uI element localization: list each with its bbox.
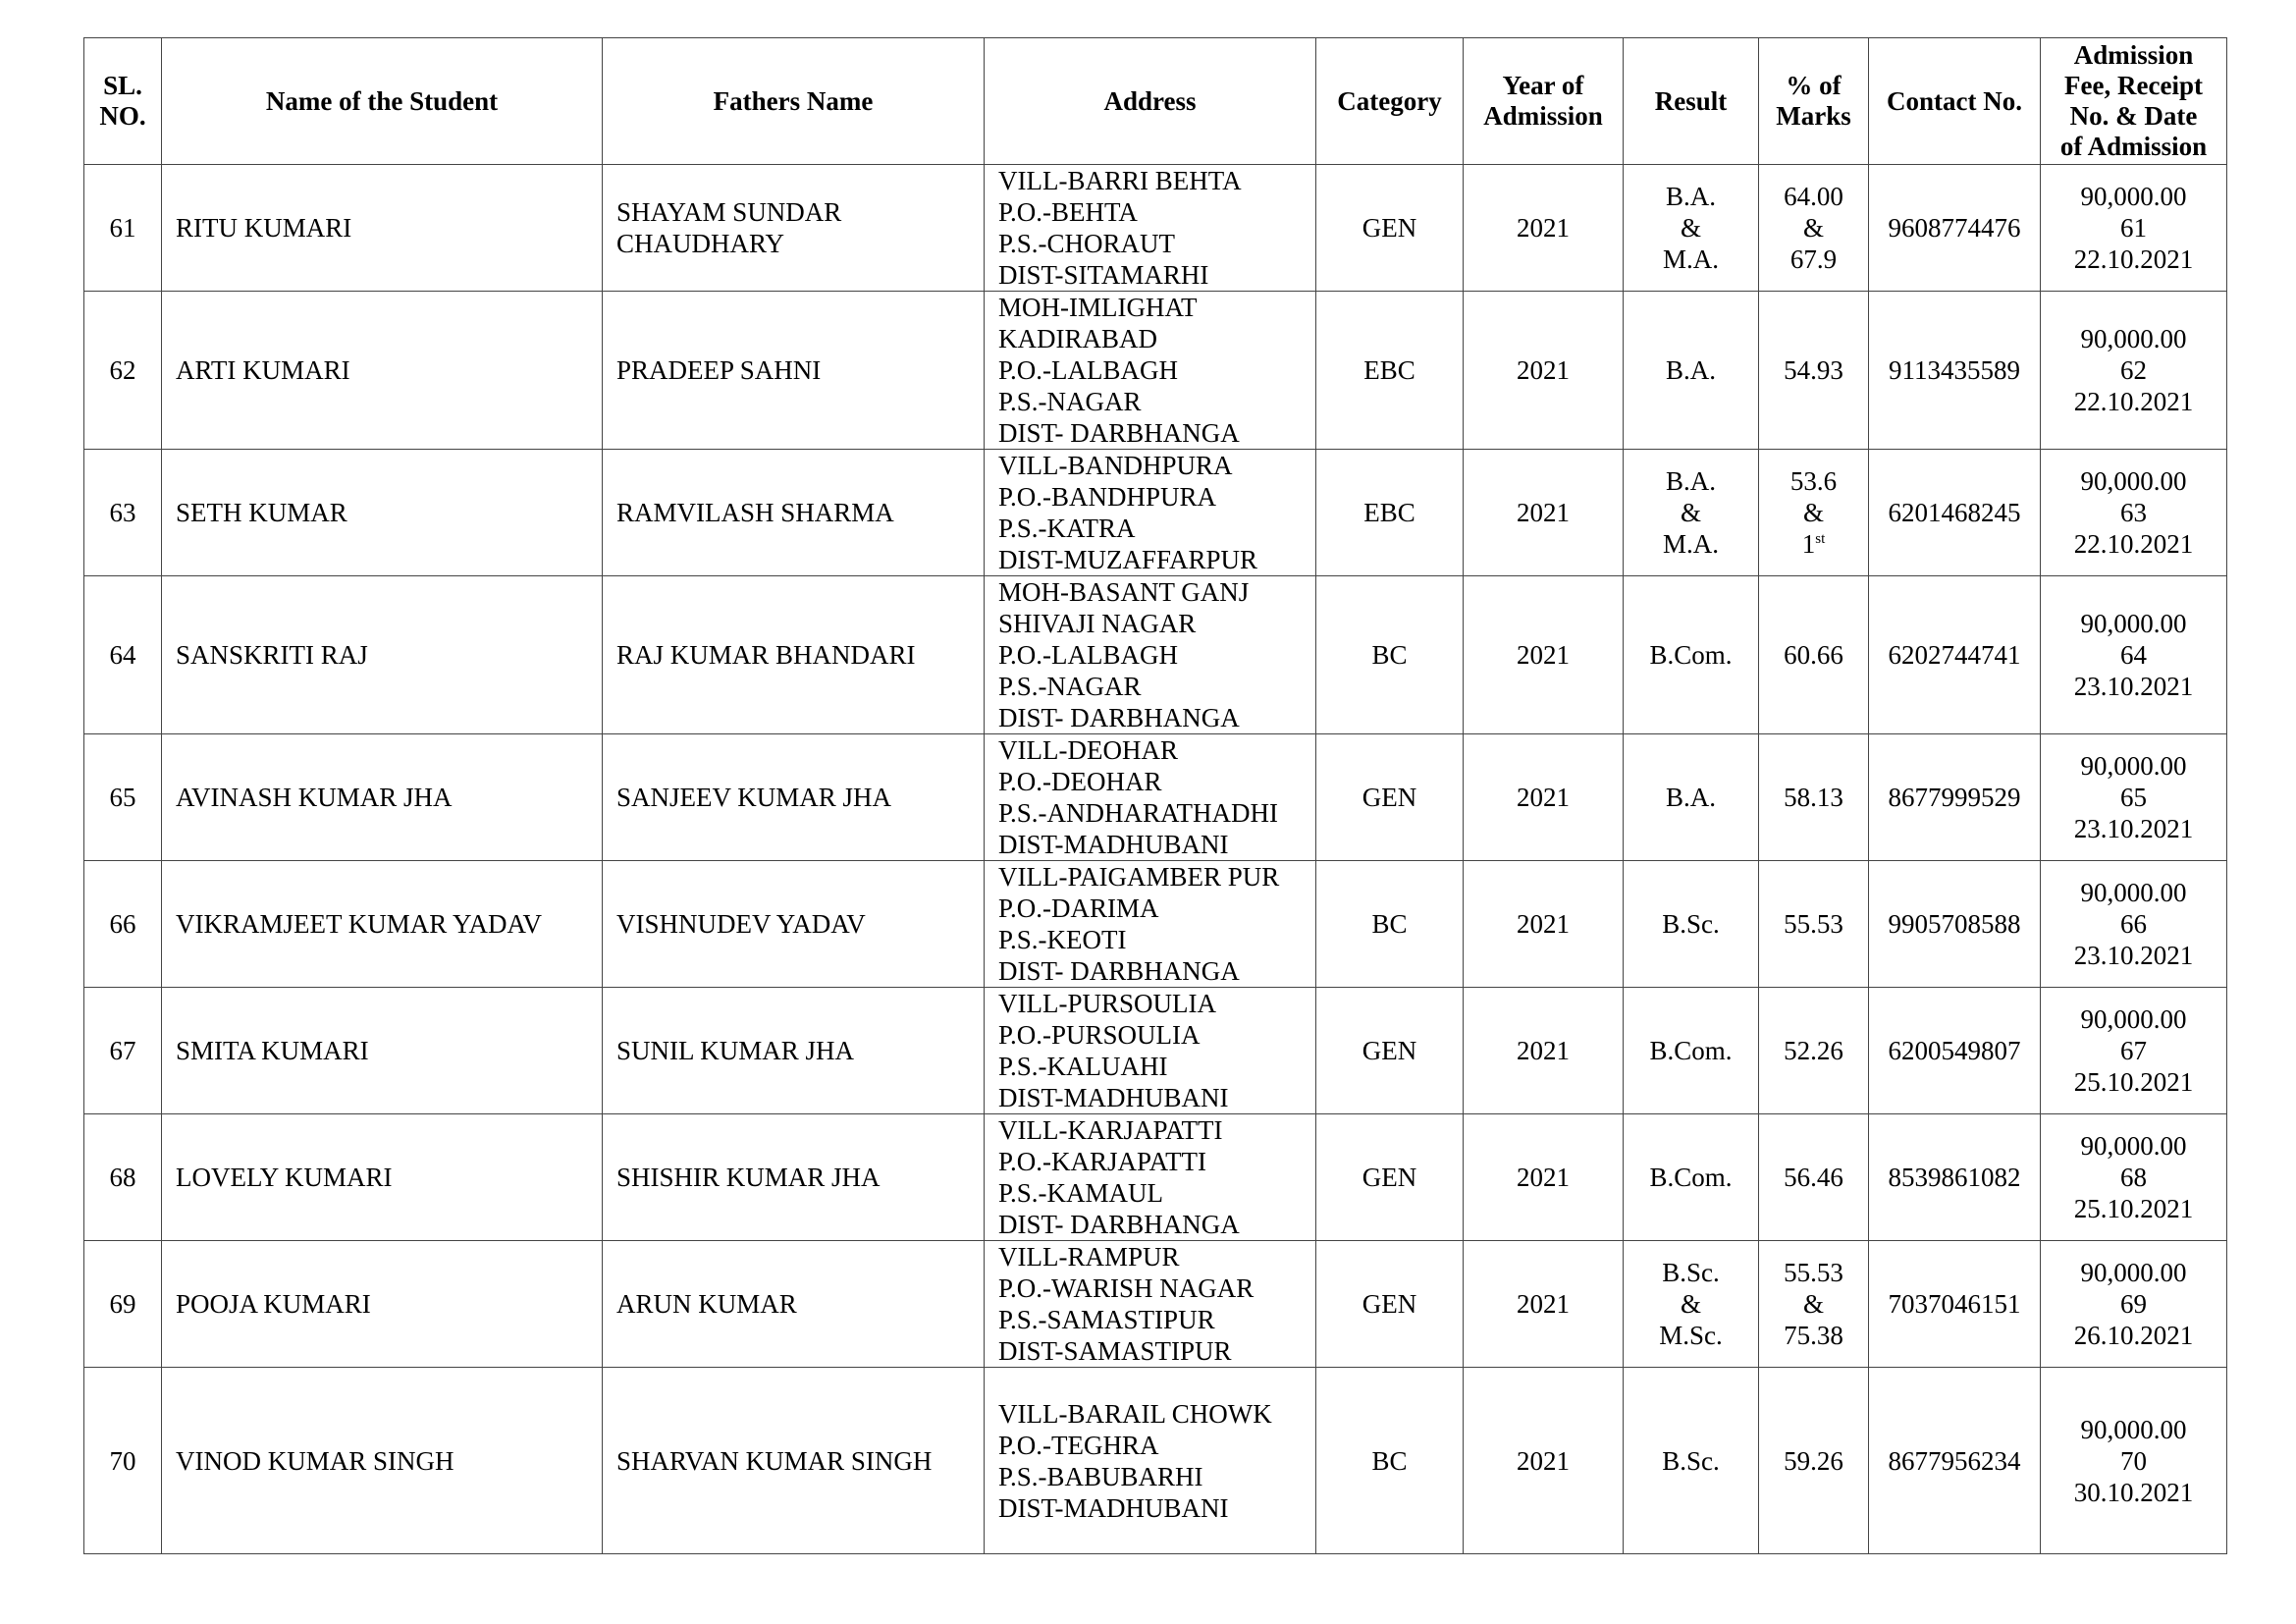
cell-result-line: B.A. <box>1665 783 1716 812</box>
cell-fathers-name-line: CHAUDHARY <box>616 229 785 258</box>
cell-admission-fee <box>2041 576 2227 734</box>
cell-fathers-name-line: RAMVILASH SHARMA <box>616 498 894 527</box>
cell-student-name: RITU KUMARI <box>162 165 603 292</box>
cell-marks-line: & <box>1802 498 1824 527</box>
cell-address-line: DIST- DARBHANGA <box>998 703 1240 732</box>
cell-admission-fee <box>2041 1114 2227 1241</box>
cell-admission-fee <box>2041 450 2227 576</box>
cell-address <box>985 861 1316 988</box>
cell-admission-fee-line: 69 <box>2120 1289 2147 1319</box>
cell-result-line: B.A. <box>1665 355 1716 385</box>
cell-address-line: P.O.-WARISH NAGAR <box>998 1273 1255 1303</box>
cell-address-line: DIST-SAMASTIPUR <box>998 1336 1232 1366</box>
cell-contact-no: 9113435589 <box>1869 292 2041 450</box>
cell-address-line: DIST- DARBHANGA <box>998 956 1240 986</box>
cell-marks-line: 60.66 <box>1784 640 1843 670</box>
cell-category: GEN <box>1316 165 1464 292</box>
cell-result <box>1624 861 1759 988</box>
cell-marks <box>1759 292 1869 450</box>
cell-result-line: B.Sc. <box>1662 1445 1720 1476</box>
cell-admission-fee-line: 62 <box>2120 355 2147 385</box>
cell-admission-fee-line: 90,000.00 <box>2080 1004 2187 1034</box>
cell-marks <box>1759 1368 1869 1554</box>
cell-fathers-name <box>603 450 985 576</box>
cell-student-name: LOVELY KUMARI <box>162 1114 603 1241</box>
cell-contact-no: 6201468245 <box>1869 450 2041 576</box>
cell-fathers-name <box>603 165 985 292</box>
cell-category: GEN <box>1316 1114 1464 1241</box>
cell-marks <box>1759 576 1869 734</box>
cell-marks <box>1759 861 1869 988</box>
cell-admission-fee-line: 26.10.2021 <box>2073 1321 2194 1350</box>
cell-admission-fee-line: 70 <box>2120 1445 2147 1476</box>
cell-fathers-name <box>603 861 985 988</box>
cell-address-line: P.S.-KAMAUL <box>998 1178 1164 1208</box>
cell-address-line: P.S.-BABUBARHI <box>998 1461 1203 1491</box>
cell-marks-line: 53.6 <box>1789 466 1838 496</box>
cell-student-name: SETH KUMAR <box>162 450 603 576</box>
table-row <box>84 988 2227 1114</box>
cell-result-line: & <box>1680 1289 1701 1319</box>
cell-marks <box>1759 734 1869 861</box>
cell-address <box>985 165 1316 292</box>
cell-sl-no: 70 <box>84 1368 162 1554</box>
cell-admission-fee <box>2041 1241 2227 1368</box>
cell-marks <box>1759 1114 1869 1241</box>
cell-admission-fee <box>2041 165 2227 292</box>
cell-fathers-name-line: SUNIL KUMAR JHA <box>616 1036 855 1065</box>
cell-admission-fee-line: 90,000.00 <box>2080 751 2187 781</box>
header-percent-marks: % of Marks <box>1759 38 1869 165</box>
cell-admission-fee-line: 30.10.2021 <box>2073 1477 2194 1507</box>
table-row <box>84 292 2227 450</box>
cell-year: 2021 <box>1464 1241 1624 1368</box>
cell-category: GEN <box>1316 1241 1464 1368</box>
cell-address-line: P.S.-CHORAUT <box>998 229 1176 258</box>
cell-fathers-name <box>603 1368 985 1554</box>
cell-fathers-name <box>603 1241 985 1368</box>
cell-address-line: DIST-SITAMARHI <box>998 260 1209 290</box>
cell-year: 2021 <box>1464 1368 1624 1554</box>
cell-year: 2021 <box>1464 861 1624 988</box>
cell-address-line: DIST-MADHUBANI <box>998 1083 1229 1112</box>
cell-student-name: POOJA KUMARI <box>162 1241 603 1368</box>
cell-address <box>985 734 1316 861</box>
cell-admission-fee-line: 67 <box>2120 1036 2147 1065</box>
cell-admission-fee-line: 90,000.00 <box>2080 1414 2187 1444</box>
cell-marks <box>1759 1241 1869 1368</box>
cell-fathers-name-line: SHISHIR KUMAR JHA <box>616 1163 881 1192</box>
cell-sl-no: 67 <box>84 988 162 1114</box>
cell-result-line: M.A. <box>1662 529 1719 559</box>
cell-marks-line: 55.53 <box>1784 1258 1843 1287</box>
cell-fathers-name <box>603 576 985 734</box>
cell-admission-fee-line: 25.10.2021 <box>2073 1194 2194 1223</box>
cell-marks-line <box>1759 528 1868 560</box>
cell-address-line: VILL-RAMPUR <box>998 1242 1180 1272</box>
cell-result <box>1624 292 1759 450</box>
cell-marks <box>1759 988 1869 1114</box>
cell-admission-fee-line: 61 <box>2120 213 2147 243</box>
cell-address-line: DIST- DARBHANGA <box>998 1210 1240 1239</box>
cell-address-line: P.S.-NAGAR <box>998 387 1142 416</box>
cell-address <box>985 576 1316 734</box>
cell-marks-line: 56.46 <box>1784 1163 1843 1192</box>
cell-fathers-name-line: ARUN KUMAR <box>616 1289 797 1319</box>
cell-sl-no: 63 <box>84 450 162 576</box>
cell-fathers-name <box>603 988 985 1114</box>
cell-marks-line: 58.13 <box>1784 783 1843 812</box>
cell-contact-no: 8539861082 <box>1869 1114 2041 1241</box>
table-row <box>84 576 2227 734</box>
cell-result <box>1624 734 1759 861</box>
cell-address-line: DIST-MADHUBANI <box>998 1492 1229 1523</box>
cell-admission-fee-line: 90,000.00 <box>2080 182 2187 211</box>
cell-student-name: ARTI KUMARI <box>162 292 603 450</box>
cell-year: 2021 <box>1464 734 1624 861</box>
cell-marks-line: & <box>1802 1289 1824 1319</box>
cell-result-line: M.A. <box>1662 244 1719 274</box>
cell-sl-no: 61 <box>84 165 162 292</box>
cell-address-line: P.O.-BANDHPURA <box>998 482 1217 512</box>
cell-address <box>985 1368 1316 1554</box>
cell-fathers-name-line: RAJ KUMAR BHANDARI <box>616 640 916 670</box>
cell-category: GEN <box>1316 988 1464 1114</box>
header-contact-no: Contact No. <box>1869 38 2041 165</box>
cell-category: EBC <box>1316 292 1464 450</box>
cell-category: GEN <box>1316 734 1464 861</box>
cell-address-line: P.O.-LALBAGH <box>998 355 1179 385</box>
cell-address-line: P.S.-KALUAHI <box>998 1052 1168 1081</box>
cell-student-name: VINOD KUMAR SINGH <box>162 1368 603 1554</box>
cell-admission-fee-line: 22.10.2021 <box>2073 529 2194 559</box>
cell-admission-fee-line: 66 <box>2120 909 2147 939</box>
cell-marks-line: & <box>1802 213 1824 243</box>
cell-result-line: & <box>1680 213 1701 243</box>
cell-result-line: & <box>1680 498 1701 527</box>
cell-year: 2021 <box>1464 450 1624 576</box>
cell-address-line: DIST- DARBHANGA <box>998 418 1240 448</box>
cell-sl-no: 62 <box>84 292 162 450</box>
cell-result-line: B.Com. <box>1649 1036 1733 1065</box>
cell-sl-no: 66 <box>84 861 162 988</box>
cell-fathers-name-line: PRADEEP SAHNI <box>616 355 822 385</box>
cell-marks-line: 59.26 <box>1784 1445 1843 1476</box>
cell-admission-fee-line: 63 <box>2120 498 2147 527</box>
cell-admission-fee <box>2041 861 2227 988</box>
cell-category: BC <box>1316 861 1464 988</box>
cell-address-line: VILL-BANDHPURA <box>998 451 1233 480</box>
cell-admission-fee-line: 23.10.2021 <box>2073 941 2194 970</box>
cell-admission-fee <box>2041 988 2227 1114</box>
cell-address-line: P.S.-SAMASTIPUR <box>998 1305 1215 1334</box>
cell-admission-fee-line: 23.10.2021 <box>2073 672 2194 701</box>
cell-student-name: AVINASH KUMAR JHA <box>162 734 603 861</box>
cell-admission-fee-line: 23.10.2021 <box>2073 814 2194 843</box>
cell-contact-no: 7037046151 <box>1869 1241 2041 1368</box>
cell-student-name: SANSKRITI RAJ <box>162 576 603 734</box>
cell-address-line: P.O.-KARJAPATTI <box>998 1147 1207 1176</box>
cell-address-line: P.O.-LALBAGH <box>998 640 1179 670</box>
cell-result-line: B.Com. <box>1649 640 1733 670</box>
cell-address <box>985 988 1316 1114</box>
cell-sl-no: 68 <box>84 1114 162 1241</box>
cell-address-line: DIST-MUZAFFARPUR <box>998 545 1258 574</box>
cell-student-name: SMITA KUMARI <box>162 988 603 1114</box>
cell-address-line: MOH-BASANT GANJ <box>998 577 1250 607</box>
cell-admission-fee <box>2041 1368 2227 1554</box>
cell-admission-fee-line: 90,000.00 <box>2080 324 2187 353</box>
cell-address <box>985 1114 1316 1241</box>
header-category: Category <box>1316 38 1464 165</box>
cell-admission-fee-line: 64 <box>2120 640 2147 670</box>
cell-admission-fee <box>2041 734 2227 861</box>
admission-table <box>83 37 2227 1554</box>
cell-sl-no: 64 <box>84 576 162 734</box>
cell-address-line: MOH-IMLIGHAT <box>998 293 1198 322</box>
cell-address-line: P.O.-TEGHRA <box>998 1430 1159 1460</box>
cell-address-line: VILL-KARJAPATTI <box>998 1115 1223 1145</box>
table-row <box>84 1241 2227 1368</box>
cell-address-line: P.S.-ANDHARATHADHI <box>998 798 1279 828</box>
cell-sl-no: 65 <box>84 734 162 861</box>
cell-address <box>985 450 1316 576</box>
cell-result <box>1624 988 1759 1114</box>
cell-marks <box>1759 165 1869 292</box>
cell-marks <box>1759 450 1869 576</box>
cell-contact-no: 9608774476 <box>1869 165 2041 292</box>
cell-address-line: P.S.-KEOTI <box>998 925 1127 954</box>
cell-contact-no: 8677956234 <box>1869 1368 2041 1554</box>
cell-marks-line: 55.53 <box>1784 909 1843 939</box>
cell-fathers-name <box>603 292 985 450</box>
cell-address-line: VILL-PURSOULIA <box>998 989 1216 1018</box>
cell-admission-fee <box>2041 292 2227 450</box>
cell-result <box>1624 576 1759 734</box>
cell-fathers-name-line: VISHNUDEV YADAV <box>616 909 866 939</box>
cell-result <box>1624 450 1759 576</box>
cell-contact-no: 6200549807 <box>1869 988 2041 1114</box>
cell-address-line: P.O.-DARIMA <box>998 893 1159 923</box>
table-row <box>84 861 2227 988</box>
cell-result-line: B.Sc. <box>1662 1258 1720 1287</box>
ordinal-suffix: st <box>1815 531 1826 547</box>
cell-fathers-name <box>603 734 985 861</box>
table-row <box>84 1368 2227 1554</box>
cell-year: 2021 <box>1464 1114 1624 1241</box>
cell-result-line: B.A. <box>1665 466 1716 496</box>
cell-admission-fee-line: 22.10.2021 <box>2073 244 2194 274</box>
cell-contact-no: 6202744741 <box>1869 576 2041 734</box>
cell-category: EBC <box>1316 450 1464 576</box>
table-row <box>84 1114 2227 1241</box>
cell-address-line: VILL-BARAIL CHOWK <box>998 1398 1272 1429</box>
marks-value: 1 <box>1801 529 1816 559</box>
cell-marks-line: 64.00 <box>1784 182 1843 211</box>
cell-address <box>985 1241 1316 1368</box>
cell-marks-line: 54.93 <box>1784 355 1843 385</box>
header-row <box>84 38 2227 165</box>
cell-category: BC <box>1316 576 1464 734</box>
cell-address-line: P.O.-DEOHAR <box>998 767 1162 796</box>
cell-admission-fee-line: 25.10.2021 <box>2073 1067 2194 1097</box>
table-row <box>84 165 2227 292</box>
cell-admission-fee-line: 90,000.00 <box>2080 1258 2187 1287</box>
cell-year: 2021 <box>1464 988 1624 1114</box>
cell-contact-no: 9905708588 <box>1869 861 2041 988</box>
header-fathers-name: Fathers Name <box>603 38 985 165</box>
header-student-name: Name of the Student <box>162 38 603 165</box>
cell-result <box>1624 1368 1759 1554</box>
cell-contact-no: 8677999529 <box>1869 734 2041 861</box>
table-row <box>84 450 2227 576</box>
cell-admission-fee-line: 65 <box>2120 783 2147 812</box>
cell-marks-line: 52.26 <box>1784 1036 1843 1065</box>
cell-year: 2021 <box>1464 292 1624 450</box>
cell-address-line: SHIVAJI NAGAR <box>998 609 1197 638</box>
cell-sl-no: 69 <box>84 1241 162 1368</box>
cell-fathers-name-line: SHARVAN KUMAR SINGH <box>616 1445 933 1476</box>
cell-fathers-name-line: SHAYAM SUNDAR <box>616 197 842 227</box>
cell-result <box>1624 1241 1759 1368</box>
cell-address-line: VILL-BARRI BEHTA <box>998 166 1242 195</box>
cell-admission-fee-line: 90,000.00 <box>2080 466 2187 496</box>
cell-address-line: P.O.-BEHTA <box>998 197 1138 227</box>
cell-marks-line: 75.38 <box>1784 1321 1843 1350</box>
cell-marks-line: 67.9 <box>1789 244 1838 274</box>
cell-result-line: B.Com. <box>1649 1163 1733 1192</box>
cell-admission-fee-line: 22.10.2021 <box>2073 387 2194 416</box>
header-address: Address <box>985 38 1316 165</box>
cell-result-line: M.Sc. <box>1659 1321 1723 1350</box>
header-year-of-admission: Year of Admission <box>1464 38 1624 165</box>
cell-year: 2021 <box>1464 165 1624 292</box>
cell-fathers-name-line: SANJEEV KUMAR JHA <box>616 783 892 812</box>
table-row <box>84 734 2227 861</box>
cell-result-line: B.Sc. <box>1662 909 1720 939</box>
cell-admission-fee-line: 90,000.00 <box>2080 878 2187 907</box>
cell-address-line: P.S.-NAGAR <box>998 672 1142 701</box>
cell-result <box>1624 165 1759 292</box>
header-sl-no: SL. NO. <box>84 38 162 165</box>
cell-year: 2021 <box>1464 576 1624 734</box>
cell-result <box>1624 1114 1759 1241</box>
cell-result-line: B.A. <box>1665 182 1716 211</box>
cell-address-line: P.O.-PURSOULIA <box>998 1020 1201 1050</box>
cell-address-line: VILL-DEOHAR <box>998 735 1178 765</box>
cell-address-line: VILL-PAIGAMBER PUR <box>998 862 1280 892</box>
cell-address-line: KADIRABAD <box>998 324 1157 353</box>
header-result: Result <box>1624 38 1759 165</box>
cell-address <box>985 292 1316 450</box>
cell-category: BC <box>1316 1368 1464 1554</box>
cell-admission-fee-line: 90,000.00 <box>2080 1131 2187 1161</box>
cell-admission-fee-line: 68 <box>2120 1163 2147 1192</box>
cell-admission-fee-line: 90,000.00 <box>2080 609 2187 638</box>
cell-student-name: VIKRAMJEET KUMAR YADAV <box>162 861 603 988</box>
cell-fathers-name <box>603 1114 985 1241</box>
header-admission-fee: Admission Fee, Receipt No. & Date of Admission <box>2041 38 2227 165</box>
cell-address-line: DIST-MADHUBANI <box>998 830 1229 859</box>
cell-address-line: P.S.-KATRA <box>998 514 1136 543</box>
